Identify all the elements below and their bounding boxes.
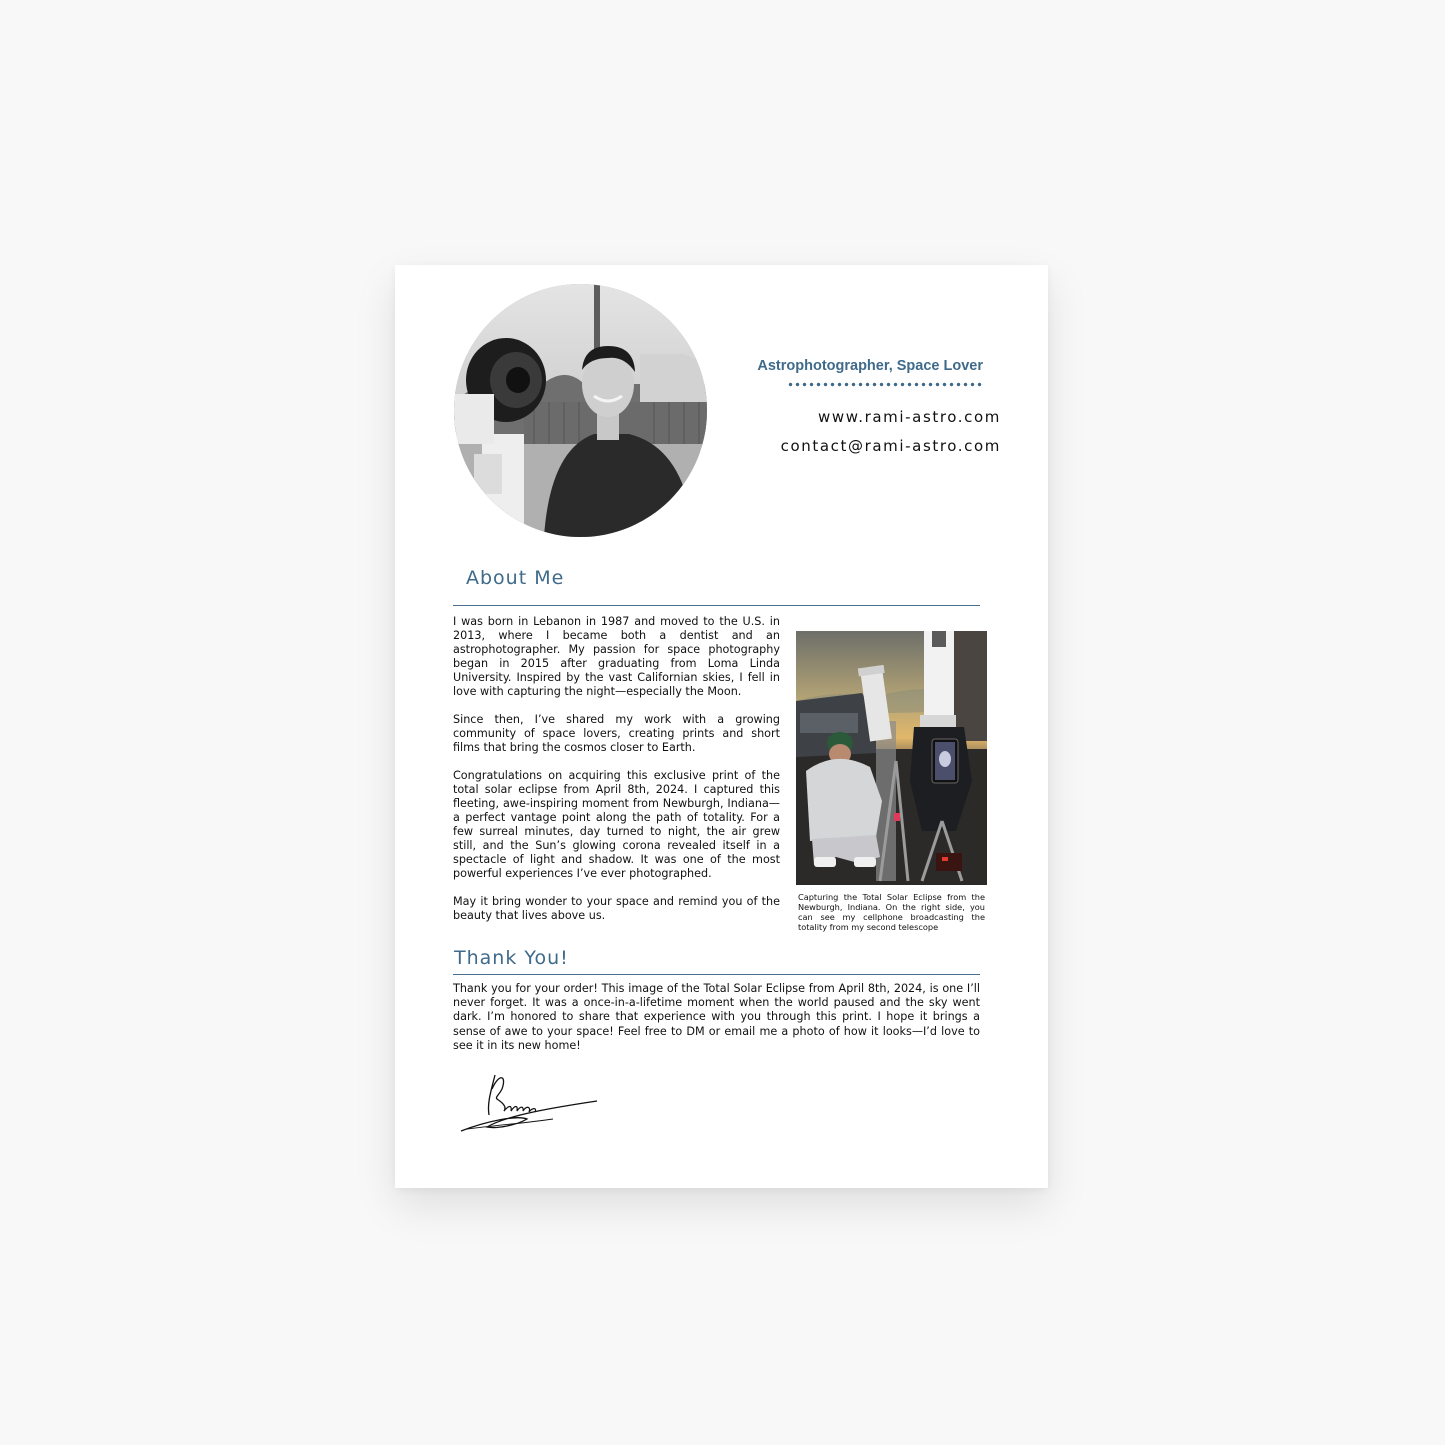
- website-link[interactable]: www.rami-astro.com: [818, 408, 1001, 426]
- about-me-heading: About Me: [466, 567, 565, 589]
- dotted-divider: [787, 380, 983, 388]
- eclipse-setup-photo: [796, 631, 987, 885]
- tagline: Astrophotographer, Space Lover: [757, 358, 983, 374]
- section-divider: [453, 974, 980, 975]
- about-me-text: [453, 615, 780, 937]
- about-paragraph: May it bring wonder to your space and remind you of the beauty that lives above us.: [453, 895, 780, 922]
- letter-page: [395, 265, 1048, 1188]
- about-paragraph: Congratulations on acquiring this exclusive print of the total solar eclipse from April 8th, 2024. I captured this fleeting, awe-inspiring moment from Newburgh, Indiana—a perfect vantage point along the path of totality. For a few surreal minutes, day turned to night, the air grew still, and the Sun’s glowing corona revealed itself in a spectacle of light and shadow. It was one of the most powerful experiences I’ve ever photographed.: [453, 769, 780, 880]
- signature: [457, 1065, 607, 1137]
- about-paragraph: Since then, I’ve shared my work with a growing community of space lovers, creating prints and short films that bring the cosmos closer to Earth.: [453, 713, 780, 754]
- thank-you-heading: Thank You!: [454, 947, 569, 969]
- portrait-photo: [454, 284, 707, 537]
- photo-caption: Capturing the Total Solar Eclipse from the Newburgh, Indiana. On the right side, you can see my cellphone broadcasting the totality from my second telescope: [798, 892, 985, 932]
- email-link[interactable]: contact@rami-astro.com: [780, 437, 1001, 455]
- about-paragraph: I was born in Lebanon in 1987 and moved to the U.S. in 2013, where I became both a dentist and an astrophotographer. My passion for space photography began in 2015 after graduating from Loma Linda University. Inspired by the vast Californian skies, I fell in love with capturing the night—especially the Moon.: [453, 615, 780, 698]
- section-divider: [453, 605, 980, 606]
- thank-you-text: Thank you for your order! This image of the Total Solar Eclipse from April 8th, 2024, is one I’ll never forget. It was a once-in-a-lifetime moment when the world paused and the sky went dark. I’m honored to share that experience with you through this print. I hope it brings a sense of awe to your space! Feel free to DM or email me a photo of how it looks—I’d love to see it in its new home!: [453, 982, 980, 1052]
